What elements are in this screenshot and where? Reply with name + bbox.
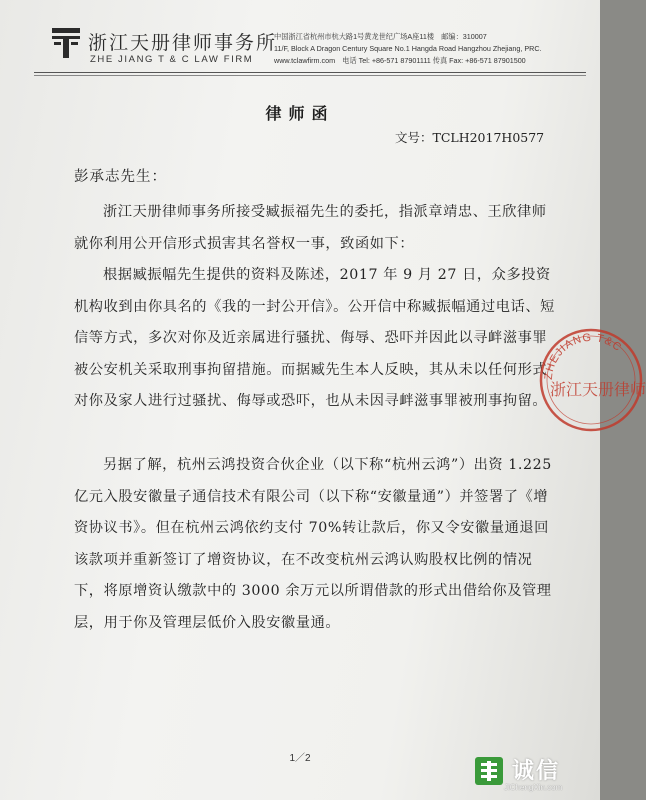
watermark-url: JiChengXin.com: [504, 783, 563, 792]
seal-text-cn: 浙江天册律师: [550, 380, 646, 399]
page-number: 1／2: [289, 753, 311, 764]
reference-number: 文号：TCLH2017H0577: [395, 130, 545, 145]
svg-text:ZHEJIANG T&C: [543, 332, 624, 381]
body-paragraph-1: 浙江天册律师事务所接受臧振福先生的委托，指派章靖忠、王欣律师就你利用公开信形式损害其名誉权一事，致函如下：: [74, 204, 547, 252]
body-paragraph-3: 另据了解，杭州云鸿投资合伙企业（以下称“杭州云鸿”）出资 1.225 亿元入股安徽量子通信技术有限公司（以下称“安徽量通”）并签署了《增资协议书》。但在杭州云鸿依约支付 70%转让款后，你又令安徽量通退回该款项并重新签订了增资协议，在不改变杭州云鸿认购股权比例的情况下，将原增资认缴款中的 3000 余万元以所谓借款的形式出借给你及管理层，用于你及管理层低价入股安徽量通。: [74, 457, 552, 631]
firm-logo-icon: [52, 28, 80, 58]
site-watermark: [474, 754, 592, 794]
body-paragraph-2: 根据臧振幅先生提供的资料及陈述，2017 年 9 月 27 日，众多投资机构收到由你具名的《我的一封公开信》。公开信中称臧振幅通过电话、短信等方式，多次对你及近亲属进行骚扰、侮辱、恐吓并因此以寻衅滋事罪被公安机关采取刑事拘留措施。而据臧先生本人反映，其从未以任何形式对你及家人进行过骚扰、侮辱或恐吓，也从未因寻衅滋事罪被刑事拘留。: [74, 267, 555, 409]
firm-name-cn: 浙江天册律师事务所: [88, 32, 278, 54]
watermark-logo-icon: [474, 756, 504, 786]
letter-title: 律师函: [265, 104, 335, 123]
header-divider: [34, 72, 586, 73]
salutation: 彭承志先生：: [74, 169, 167, 185]
header-divider-thin: [34, 75, 586, 76]
firm-address-en: 11/F, Block A Dragon Century Square No.1 Hangda Road Hangzhou Zhejiang, PRC.: [274, 44, 542, 53]
watermark-text: 诚信: [512, 759, 561, 784]
firm-name-en: ZHE JIANG T & C LAW FIRM: [90, 54, 254, 65]
firm-seal-stamp: [536, 325, 646, 435]
seal-text-en: ZHEJIANG T&C: [542, 331, 624, 381]
firm-contact: www.tclawfirm.com 电话 Tel: +86-571 87901111 传真 Fax: +86-571 87901500: [274, 56, 526, 65]
firm-address-cn: 中国浙江省杭州市杭大路1号黄龙世纪广场A座11楼 邮编：310007: [274, 32, 487, 41]
